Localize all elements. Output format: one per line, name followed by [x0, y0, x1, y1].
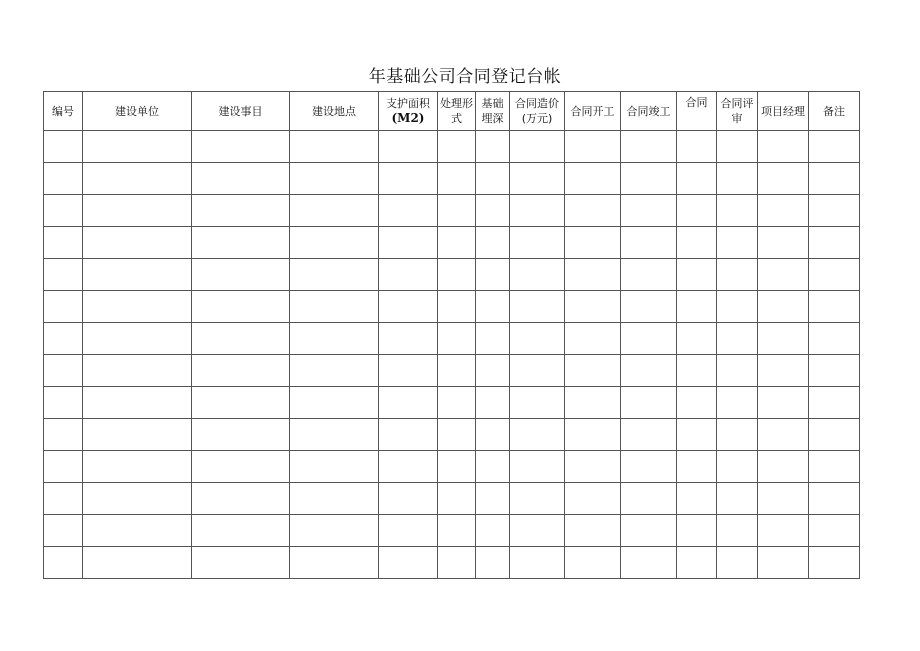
table-cell[interactable]	[44, 419, 83, 451]
table-cell[interactable]	[476, 259, 510, 291]
table-cell[interactable]	[290, 387, 379, 419]
table-cell[interactable]	[758, 195, 809, 227]
table-cell[interactable]	[476, 483, 510, 515]
table-cell[interactable]	[83, 515, 192, 547]
table-cell[interactable]	[290, 259, 379, 291]
column-header-contract-start: 合同开工	[565, 92, 621, 131]
table-cell[interactable]	[379, 387, 438, 419]
table-cell[interactable]	[476, 451, 510, 483]
table-cell[interactable]	[809, 483, 860, 515]
table-row	[44, 547, 860, 579]
table-cell[interactable]	[510, 419, 565, 451]
table-cell[interactable]	[83, 547, 192, 579]
column-header-foundation-depth: 基础 埋深	[476, 92, 510, 131]
table-cell[interactable]	[476, 387, 510, 419]
table-cell[interactable]	[717, 131, 758, 163]
table-cell[interactable]	[621, 195, 677, 227]
table-cell[interactable]	[44, 227, 83, 259]
column-header-remarks: 备注	[809, 92, 860, 131]
table-cell[interactable]	[476, 195, 510, 227]
table-cell[interactable]	[565, 387, 621, 419]
column-header-contract: 合同	[677, 92, 717, 131]
table-cell[interactable]	[621, 323, 677, 355]
table-cell[interactable]	[565, 131, 621, 163]
table-cell[interactable]	[438, 483, 476, 515]
table-cell[interactable]	[44, 515, 83, 547]
table-cell[interactable]	[83, 163, 192, 195]
table-cell[interactable]	[290, 451, 379, 483]
table-row	[44, 227, 860, 259]
table-cell[interactable]	[809, 195, 860, 227]
table-cell[interactable]	[809, 387, 860, 419]
table-cell[interactable]	[717, 451, 758, 483]
table-cell[interactable]	[438, 163, 476, 195]
table-cell[interactable]	[379, 419, 438, 451]
table-cell[interactable]	[192, 387, 290, 419]
table-cell[interactable]	[290, 131, 379, 163]
table-cell[interactable]	[290, 419, 379, 451]
table-cell[interactable]	[677, 227, 717, 259]
table-cell[interactable]	[290, 355, 379, 387]
table-cell[interactable]	[677, 355, 717, 387]
table-cell[interactable]	[83, 131, 192, 163]
table-cell[interactable]	[510, 515, 565, 547]
table-cell[interactable]	[290, 163, 379, 195]
table-cell[interactable]	[717, 515, 758, 547]
table-cell[interactable]	[44, 387, 83, 419]
table-cell[interactable]	[677, 419, 717, 451]
table-cell[interactable]	[379, 323, 438, 355]
table-body	[44, 131, 860, 579]
table-cell[interactable]	[44, 163, 83, 195]
table-cell[interactable]	[621, 163, 677, 195]
table-cell[interactable]	[379, 195, 438, 227]
table-cell[interactable]	[379, 259, 438, 291]
table-cell[interactable]	[510, 195, 565, 227]
table-cell[interactable]	[192, 227, 290, 259]
table-row	[44, 131, 860, 163]
table-cell[interactable]	[510, 451, 565, 483]
table-cell[interactable]	[510, 131, 565, 163]
table-cell[interactable]	[192, 419, 290, 451]
table-cell[interactable]	[565, 515, 621, 547]
table-cell[interactable]	[83, 195, 192, 227]
table-cell[interactable]	[83, 483, 192, 515]
column-header-contract-price: 合同造价 (万元)	[510, 92, 565, 131]
table-cell[interactable]	[438, 227, 476, 259]
column-header-treatment-form: 处理形 式	[438, 92, 476, 131]
table-cell[interactable]	[438, 323, 476, 355]
table-cell[interactable]	[717, 323, 758, 355]
table-cell[interactable]	[83, 323, 192, 355]
table-cell[interactable]	[758, 355, 809, 387]
table-row	[44, 323, 860, 355]
table-cell[interactable]	[510, 291, 565, 323]
table-cell[interactable]	[677, 515, 717, 547]
table-row	[44, 259, 860, 291]
table-cell[interactable]	[758, 515, 809, 547]
table-cell[interactable]	[192, 451, 290, 483]
table-cell[interactable]	[510, 387, 565, 419]
table-cell[interactable]	[809, 547, 860, 579]
table-cell[interactable]	[758, 163, 809, 195]
table-cell[interactable]	[809, 355, 860, 387]
table-cell[interactable]	[379, 227, 438, 259]
table-cell[interactable]	[44, 259, 83, 291]
table-cell[interactable]	[717, 227, 758, 259]
table-cell[interactable]	[510, 547, 565, 579]
table-cell[interactable]	[621, 227, 677, 259]
table-cell[interactable]	[621, 419, 677, 451]
table-cell[interactable]	[379, 163, 438, 195]
table-cell[interactable]	[192, 547, 290, 579]
table-cell[interactable]	[565, 483, 621, 515]
table-cell[interactable]	[192, 291, 290, 323]
table-cell[interactable]	[192, 483, 290, 515]
table-header-row	[44, 92, 860, 131]
table-cell[interactable]	[438, 451, 476, 483]
table-cell[interactable]	[677, 195, 717, 227]
table-cell[interactable]	[510, 163, 565, 195]
table-cell[interactable]	[809, 323, 860, 355]
table-cell[interactable]	[758, 483, 809, 515]
table-cell[interactable]	[510, 323, 565, 355]
table-cell[interactable]	[621, 515, 677, 547]
table-cell[interactable]	[476, 419, 510, 451]
table-cell[interactable]	[438, 131, 476, 163]
table-cell[interactable]	[476, 291, 510, 323]
table-cell[interactable]	[565, 259, 621, 291]
table-cell[interactable]	[510, 355, 565, 387]
support-area-unit: (M2)	[391, 111, 425, 125]
table-cell[interactable]	[290, 483, 379, 515]
column-header-support-area: 支护面积 (M2)	[379, 92, 438, 131]
table-cell[interactable]	[758, 291, 809, 323]
table-cell[interactable]	[565, 195, 621, 227]
table-cell[interactable]	[438, 419, 476, 451]
table-cell[interactable]	[476, 355, 510, 387]
table-cell[interactable]	[809, 451, 860, 483]
table-cell[interactable]	[510, 227, 565, 259]
table-cell[interactable]	[290, 515, 379, 547]
table-cell[interactable]	[192, 323, 290, 355]
table-cell[interactable]	[717, 355, 758, 387]
table-cell[interactable]	[565, 355, 621, 387]
table-cell[interactable]	[476, 515, 510, 547]
table-row	[44, 291, 860, 323]
table-cell[interactable]	[677, 291, 717, 323]
table-cell[interactable]	[379, 291, 438, 323]
table-row	[44, 163, 860, 195]
table-cell[interactable]	[192, 515, 290, 547]
table-cell[interactable]	[476, 547, 510, 579]
table-cell[interactable]	[758, 323, 809, 355]
table-cell[interactable]	[621, 131, 677, 163]
table-row	[44, 195, 860, 227]
table-cell[interactable]	[438, 291, 476, 323]
table-cell[interactable]	[83, 355, 192, 387]
table-cell[interactable]	[44, 195, 83, 227]
table-cell[interactable]	[510, 483, 565, 515]
table-row	[44, 387, 860, 419]
table-cell[interactable]	[758, 227, 809, 259]
table-cell[interactable]	[44, 547, 83, 579]
table-cell[interactable]	[758, 419, 809, 451]
table-row	[44, 451, 860, 483]
contract-ledger-table	[43, 91, 860, 579]
table-cell[interactable]	[809, 163, 860, 195]
table-cell[interactable]	[476, 323, 510, 355]
table-cell[interactable]	[44, 355, 83, 387]
table-cell[interactable]	[290, 323, 379, 355]
table-cell[interactable]	[717, 163, 758, 195]
column-header-construction-item: 建设事目	[192, 92, 290, 131]
table-cell[interactable]	[621, 387, 677, 419]
table-cell[interactable]	[438, 355, 476, 387]
table-cell[interactable]	[83, 387, 192, 419]
table-cell[interactable]	[717, 195, 758, 227]
table-cell[interactable]	[192, 259, 290, 291]
table-cell[interactable]	[438, 259, 476, 291]
table-cell[interactable]	[677, 131, 717, 163]
table-row	[44, 419, 860, 451]
table-cell[interactable]	[83, 227, 192, 259]
table-cell[interactable]	[379, 355, 438, 387]
table-cell[interactable]	[758, 131, 809, 163]
table-cell[interactable]	[565, 323, 621, 355]
table-cell[interactable]	[83, 419, 192, 451]
table-cell[interactable]	[717, 547, 758, 579]
table-cell[interactable]	[565, 227, 621, 259]
table-cell[interactable]	[809, 419, 860, 451]
column-header-number: 编号	[44, 92, 83, 131]
table-cell[interactable]	[677, 323, 717, 355]
table-cell[interactable]	[758, 547, 809, 579]
table-cell[interactable]	[44, 483, 83, 515]
table-cell[interactable]	[677, 259, 717, 291]
table-cell[interactable]	[476, 227, 510, 259]
column-header-project-manager: 项目经理	[758, 92, 809, 131]
table-cell[interactable]	[565, 163, 621, 195]
table-cell[interactable]	[379, 451, 438, 483]
table-cell[interactable]	[565, 547, 621, 579]
table-cell[interactable]	[717, 387, 758, 419]
table-cell[interactable]	[621, 259, 677, 291]
table-cell[interactable]	[621, 355, 677, 387]
table-cell[interactable]	[192, 355, 290, 387]
table-cell[interactable]	[809, 515, 860, 547]
table-cell[interactable]	[677, 547, 717, 579]
table-cell[interactable]	[290, 195, 379, 227]
table-cell[interactable]	[44, 451, 83, 483]
table-cell[interactable]	[192, 163, 290, 195]
table-cell[interactable]	[565, 451, 621, 483]
table-row	[44, 483, 860, 515]
table-cell[interactable]	[621, 483, 677, 515]
table-cell[interactable]	[379, 483, 438, 515]
table-cell[interactable]	[677, 483, 717, 515]
table-cell[interactable]	[758, 451, 809, 483]
table-cell[interactable]	[379, 131, 438, 163]
table-cell[interactable]	[677, 451, 717, 483]
table-cell[interactable]	[438, 515, 476, 547]
table-cell[interactable]	[621, 451, 677, 483]
table-cell[interactable]	[44, 323, 83, 355]
table-cell[interactable]	[809, 131, 860, 163]
column-header-construction-unit: 建设单位	[83, 92, 192, 131]
table-cell[interactable]	[83, 291, 192, 323]
table-row	[44, 355, 860, 387]
table-cell[interactable]	[83, 451, 192, 483]
table-cell[interactable]	[44, 291, 83, 323]
table-cell[interactable]	[717, 483, 758, 515]
table-cell[interactable]	[290, 547, 379, 579]
table-cell[interactable]	[438, 387, 476, 419]
table-cell[interactable]	[717, 259, 758, 291]
table-cell[interactable]	[510, 259, 565, 291]
table-cell[interactable]	[438, 547, 476, 579]
table-cell[interactable]	[44, 131, 83, 163]
table-cell[interactable]	[290, 227, 379, 259]
table-cell[interactable]	[290, 291, 379, 323]
table-cell[interactable]	[565, 291, 621, 323]
table-cell[interactable]	[809, 227, 860, 259]
table-cell[interactable]	[758, 259, 809, 291]
table-cell[interactable]	[83, 259, 192, 291]
table-cell[interactable]	[379, 547, 438, 579]
table-cell[interactable]	[809, 259, 860, 291]
column-header-contract-review: 合同评 审	[717, 92, 758, 131]
table-cell[interactable]	[717, 419, 758, 451]
table-row	[44, 515, 860, 547]
column-header-contract-completion: 合同竣工	[621, 92, 677, 131]
page-title: 年基础公司合同登记台帐	[368, 67, 562, 87]
table-cell[interactable]	[379, 515, 438, 547]
table-cell[interactable]	[717, 291, 758, 323]
column-header-construction-site: 建设地点	[290, 92, 379, 131]
table-cell[interactable]	[565, 419, 621, 451]
table-cell[interactable]	[438, 195, 476, 227]
table-cell[interactable]	[621, 291, 677, 323]
table-cell[interactable]	[192, 195, 290, 227]
table-cell[interactable]	[677, 163, 717, 195]
table-cell[interactable]	[192, 131, 290, 163]
table-cell[interactable]	[476, 163, 510, 195]
table-cell[interactable]	[677, 387, 717, 419]
table-cell[interactable]	[621, 547, 677, 579]
table-cell[interactable]	[476, 131, 510, 163]
table-cell[interactable]	[809, 291, 860, 323]
table-cell[interactable]	[758, 387, 809, 419]
